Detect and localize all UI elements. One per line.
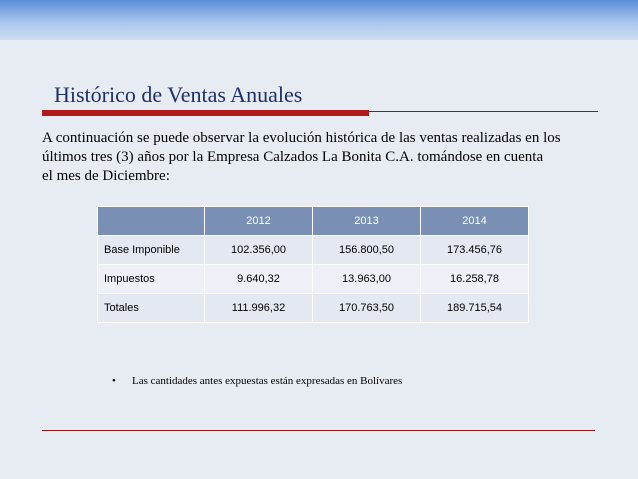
sales-table [97,206,529,323]
footer-divider-line [42,430,595,431]
title-divider-line [369,111,598,112]
table-cell: 9.640,32 [205,265,313,294]
table-cell: 102.356,00 [205,236,313,265]
table-cell: 173.456,76 [421,236,529,265]
table-cell: 111.996,32 [205,294,313,323]
intro-line-1: A continuación se puede observar la evolución histórica de las ventas realizadas en los [42,130,561,146]
row-label: Base Imponible [98,236,205,265]
table-header-row [98,207,529,236]
table-row [98,236,529,265]
table-row [98,294,529,323]
table-row [98,265,529,294]
currency-note [112,375,402,387]
title-accent-bar [42,110,369,116]
bullet-icon: • [112,375,116,387]
intro-line-3: el mes de Diciembre: [42,168,170,184]
table-cell: 189.715,54 [421,294,529,323]
row-label: Totales [98,294,205,323]
intro-paragraph [42,129,612,186]
slide-title: Histórico de Ventas Anuales [54,82,303,107]
header-cell-2014: 2014 [421,207,529,236]
note-text: Las cantidades antes expuestas están expresadas en Bolívares [132,375,403,387]
table-cell: 13.963,00 [313,265,421,294]
header-cell-2012: 2012 [205,207,313,236]
table-cell: 16.258,78 [421,265,529,294]
header-cell-empty [98,207,205,236]
table-cell: 156.800,50 [313,236,421,265]
header-cell-2013: 2013 [313,207,421,236]
row-label: Impuestos [98,265,205,294]
table-cell: 170.763,50 [313,294,421,323]
intro-line-2: últimos tres (3) años por la Empresa Calzados La Bonita C.A. tomándose en cuenta [42,149,544,165]
